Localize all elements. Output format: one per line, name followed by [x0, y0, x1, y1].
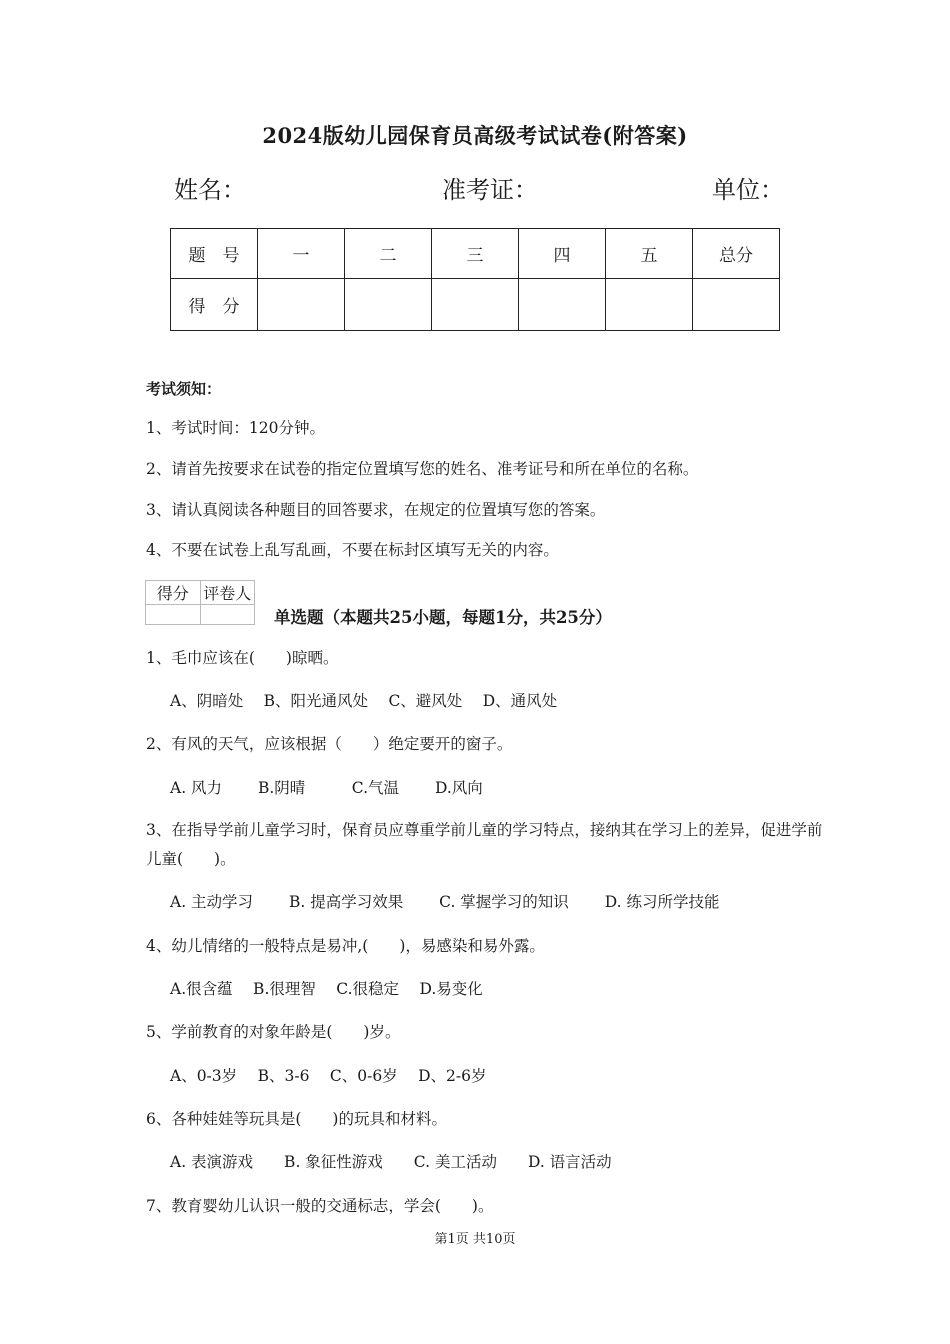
question-options: A. 表演游戏 B. 象征性游戏 C. 美工活动 D. 语言活动 — [170, 1153, 612, 1171]
grader-reviewer-label: 评卷人 — [200, 581, 255, 605]
unit-label: 单位： — [712, 176, 784, 204]
score-cell-4 — [519, 279, 606, 331]
note-item: 4、不要在试卷上乱写乱画，不要在标封区填写无关的内容。 — [146, 541, 559, 559]
note-item: 1、考试时间：120分钟。 — [146, 419, 325, 437]
note-item: 3、请认真阅读各种题目的回答要求，在规定的位置填写您的答案。 — [146, 501, 606, 519]
note-item: 2、请首先按要求在试卷的指定位置填写您的姓名、准考证号和所在单位的名称。 — [146, 460, 699, 478]
question-text: 4、幼儿情绪的一般特点是易冲,( )，易感染和易外露。 — [146, 937, 545, 955]
question-text: 1、毛巾应该在( )晾晒。 — [146, 649, 339, 667]
score-header-label: 题 号 — [171, 229, 258, 279]
score-header-5: 五 — [606, 229, 693, 279]
question-text: 6、各种娃娃等玩具是( )的玩具和材料。 — [146, 1110, 447, 1128]
score-header-1: 一 — [258, 229, 345, 279]
score-cell-2 — [345, 279, 432, 331]
ticket-number-label: 准考证： — [442, 176, 538, 204]
score-row-label: 得 分 — [171, 279, 258, 331]
question-options: A、阴暗处 B、阳光通风处 C、避风处 D、通风处 — [170, 692, 558, 710]
question-options: A、0-3岁 B、3-6 C、0-6岁 D、2-6岁 — [170, 1067, 487, 1085]
score-header-4: 四 — [519, 229, 606, 279]
score-header-2: 二 — [345, 229, 432, 279]
question-text: 7、教育婴幼儿认识一般的交通标志，学会( )。 — [146, 1197, 494, 1215]
grader-reviewer-cell — [200, 605, 255, 625]
score-cell-3 — [432, 279, 519, 331]
score-table-header-row — [171, 229, 780, 279]
question-options: A. 风力 B.阴晴 C.气温 D.风向 — [170, 779, 483, 797]
score-cell-5 — [606, 279, 693, 331]
section-title: 单选题（本题共25小题，每题1分，共25分） — [274, 608, 612, 627]
question-options: A. 主动学习 B. 提高学习效果 C. 掌握学习的知识 D. 练习所学技能 — [170, 893, 720, 911]
question-text: 3、在指导学前儿童学习时，保育员应尊重学前儿童的学习特点，接纳其在学习上的差异，促进学前儿童( )。 — [146, 821, 823, 868]
question-text: 5、学前教育的对象年龄是( )岁。 — [146, 1023, 401, 1041]
grader-score-cell — [146, 605, 201, 625]
score-table — [170, 228, 780, 331]
score-header-total: 总分 — [693, 229, 780, 279]
page-footer: 第1页 共10页 — [434, 1232, 516, 1247]
grader-score-label: 得分 — [146, 581, 201, 605]
grader-box — [145, 580, 255, 625]
notes-title: 考试须知： — [146, 380, 222, 398]
score-cell-total — [693, 279, 780, 331]
question-text: 2、有风的天气，应该根据（ ）绝定要开的窗子。 — [146, 735, 513, 753]
score-table-score-row — [171, 279, 780, 331]
score-header-3: 三 — [432, 229, 519, 279]
page-title: 2024版幼儿园保育员高级考试试卷(附答案) — [262, 123, 688, 148]
score-cell-1 — [258, 279, 345, 331]
question-options: A.很含蕴 B.很理智 C.很稳定 D.易变化 — [170, 980, 483, 998]
name-label: 姓名： — [174, 176, 246, 204]
